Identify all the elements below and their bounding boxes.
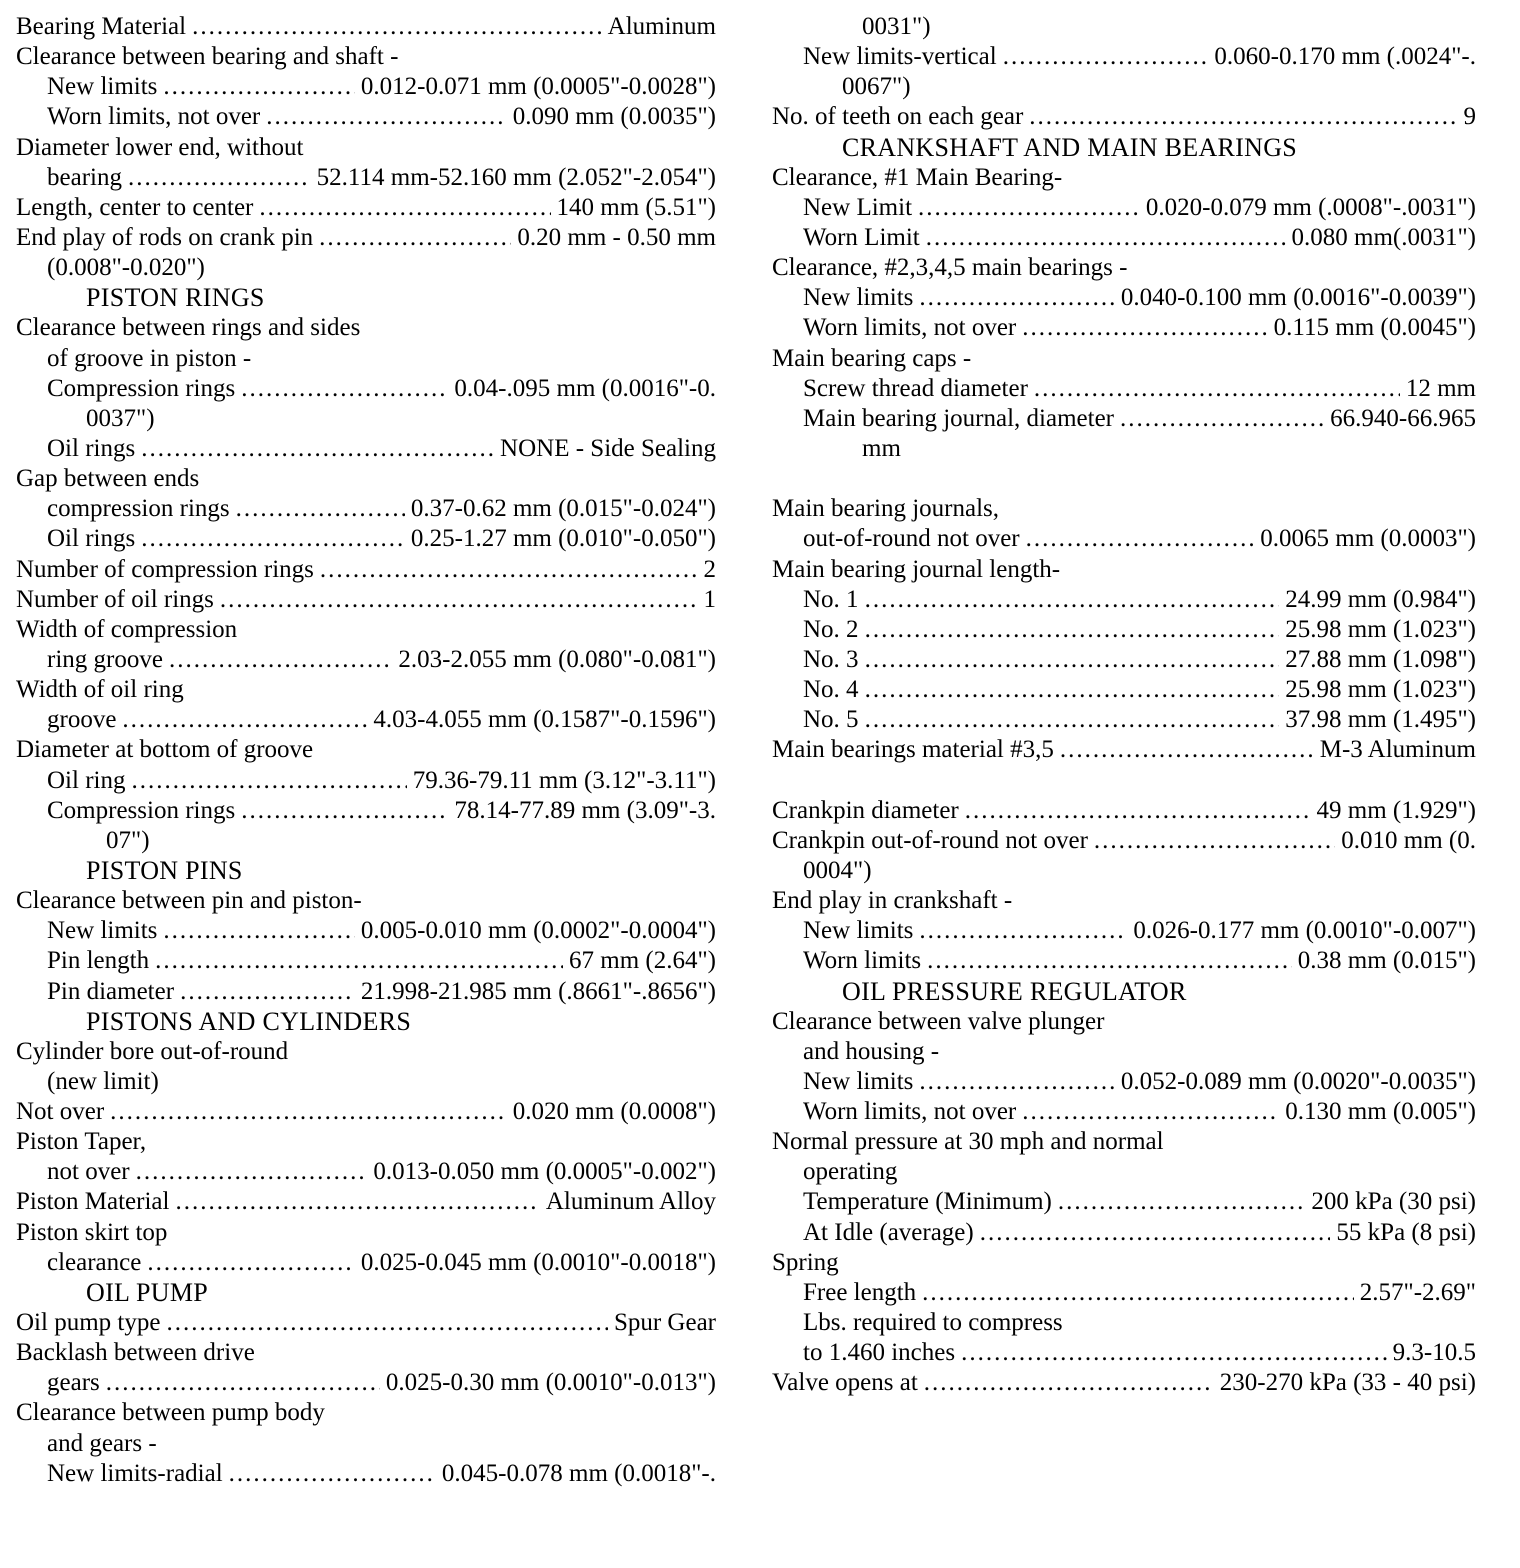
leader-dots: [922, 1278, 1354, 1308]
section-heading-piston-pins: [16, 856, 716, 886]
leader-dots: [865, 675, 1280, 705]
leader-dots: [1003, 42, 1209, 72]
spec-label: Pin diameter: [47, 977, 175, 1005]
spec-value: 52.114 mm-52.160 mm (2.052"-2.054"): [316, 163, 716, 191]
leader-dots: [927, 946, 1292, 976]
spec-text-line: [16, 1127, 716, 1157]
spec-label: Free length: [803, 1278, 917, 1306]
spec-value: 0.052-0.089 mm (0.0020"-0.0035"): [1120, 1067, 1476, 1095]
spec-text-line: [16, 1398, 716, 1428]
section-heading-text: OIL PRESSURE REGULATOR: [842, 976, 1187, 1006]
spec-text-line: [16, 42, 716, 72]
spec-label: Crankpin diameter: [772, 796, 959, 824]
leader-dots: [220, 585, 698, 615]
spec-row-worn-limits: [772, 946, 1476, 976]
spec-label: Pin length: [47, 947, 150, 975]
spec-text-line: [16, 253, 716, 283]
spec-label: clearance: [47, 1248, 142, 1276]
spec-value: 9: [1463, 103, 1476, 131]
spec-value: 78.14-77.89 mm (3.09"-3.: [454, 796, 716, 824]
spec-row-not-over: [16, 1157, 716, 1187]
leader-dots: [980, 1218, 1331, 1248]
leader-dots: [1026, 524, 1255, 554]
spec-label: End play of rods on crank pin: [16, 223, 314, 251]
spec-label: bearing: [47, 163, 122, 191]
spec-value: 25.98 mm (1.023"): [1285, 615, 1476, 643]
leader-dots: [155, 946, 563, 976]
spec-row-main-bearings-material-3-5: [772, 735, 1476, 765]
spec-row-compression-rings: [16, 796, 716, 826]
spec-value: 1: [703, 585, 716, 613]
leader-dots: [919, 916, 1127, 946]
spec-text-line: [772, 72, 1476, 102]
spec-text: Main bearing journal length-: [772, 555, 1061, 583]
spec-row-ring-groove: [16, 645, 716, 675]
spec-row-oil-pump-type: [16, 1308, 716, 1338]
spec-row-worn-limits-not-over: [16, 102, 716, 132]
spec-text: Clearance between pin and piston-: [16, 887, 362, 915]
spec-value: 0.020 mm (0.0008"): [512, 1098, 716, 1126]
spec-row-new-limits: [16, 72, 716, 102]
spec-text-line: [16, 826, 716, 856]
spec-label: Worn limits, not over: [803, 314, 1017, 342]
spec-text: Main bearing caps -: [772, 344, 972, 372]
spec-text: Clearance between pump body: [16, 1399, 325, 1427]
spec-text: End play in crankshaft -: [772, 887, 1013, 915]
spec-label: Screw thread diameter: [803, 374, 1028, 402]
spec-text: Diameter at bottom of groove: [16, 736, 314, 764]
section-heading-text: PISTONS AND CYLINDERS: [86, 1006, 412, 1036]
spec-row-oil-rings: [16, 434, 716, 464]
spec-row-no-1: [772, 585, 1476, 615]
spec-row-length-center-to-center: [16, 193, 716, 223]
spec-row-number-of-oil-rings: [16, 585, 716, 615]
section-heading-oil-pressure-regulator: [772, 977, 1476, 1007]
spec-text: Normal pressure at 30 mph and normal: [772, 1128, 1164, 1156]
section-heading-oil-pump: [16, 1278, 716, 1308]
spec-label: No. 4: [803, 676, 859, 704]
spec-row-worn-limit: [772, 223, 1476, 253]
spec-label: Worn Limit: [803, 223, 920, 251]
leader-dots: [141, 524, 405, 554]
spec-value: M-3 Aluminum: [1319, 736, 1476, 764]
spec-value: 0.025-0.045 mm (0.0010"-0.0018"): [360, 1248, 716, 1276]
spec-value: 0.37-0.62 mm (0.015"-0.024"): [410, 495, 716, 523]
spec-row-screw-thread-diameter: [772, 374, 1476, 404]
blank-line: [772, 464, 1476, 494]
spec-text-line: [16, 1429, 716, 1459]
spec-value: 0.005-0.010 mm (0.0002"-0.0004"): [360, 917, 716, 945]
spec-label: groove: [47, 706, 117, 734]
spec-value: 25.98 mm (1.023"): [1285, 676, 1476, 704]
spec-text: 0004"): [803, 856, 872, 884]
leader-dots: [924, 1368, 1214, 1398]
spec-value: Spur Gear: [613, 1309, 716, 1337]
spec-text-line: [772, 1127, 1476, 1157]
section-heading-text: PISTON RINGS: [86, 283, 265, 313]
spec-value: 2: [703, 555, 716, 583]
spec-row-new-limits: [772, 1067, 1476, 1097]
spec-text-line: [16, 1218, 716, 1248]
spec-row-bearing-material: [16, 12, 716, 42]
spec-label: New limits: [803, 284, 914, 312]
spec-label: Bearing Material: [16, 13, 187, 40]
spec-row-no-4: [772, 675, 1476, 705]
spec-label: New Limit: [803, 193, 913, 221]
leader-dots: [961, 1338, 1387, 1368]
spec-label: compression rings: [47, 495, 230, 523]
leader-dots: [1120, 404, 1324, 434]
leader-dots: [918, 193, 1140, 223]
leader-dots: [141, 434, 494, 464]
spec-row-worn-limits-not-over: [772, 313, 1476, 343]
spec-label: New limits: [803, 917, 914, 945]
spec-label: Length, center to center: [16, 193, 254, 221]
spec-value: 55 kPa (8 psi): [1336, 1218, 1476, 1246]
spec-row-main-bearing-journal-diameter: [772, 404, 1476, 434]
spec-text: (new limit): [47, 1067, 159, 1095]
section-heading-text: OIL PUMP: [86, 1277, 209, 1307]
spec-row-no-2: [772, 615, 1476, 645]
leader-dots: [136, 1157, 368, 1187]
spec-label: ring groove: [47, 645, 163, 673]
spec-value: 0.012-0.071 mm (0.0005"-0.0028"): [360, 73, 716, 101]
spec-label: No. 1: [803, 585, 859, 613]
spec-row-free-length: [772, 1278, 1476, 1308]
spec-text: Clearance between bearing and shaft -: [16, 43, 399, 71]
leader-dots: [175, 1187, 539, 1217]
leader-dots: [865, 585, 1280, 615]
spec-value: 27.88 mm (1.098"): [1285, 645, 1476, 673]
spec-row-compression-rings: [16, 494, 716, 524]
spec-value: 0.0065 mm (0.0003"): [1260, 525, 1476, 553]
spec-label: New limits: [47, 73, 158, 101]
spec-row-crankpin-diameter: [772, 796, 1476, 826]
spec-row-gears: [16, 1368, 716, 1398]
spec-label: Worn limits, not over: [803, 1098, 1017, 1126]
spec-text-line: [16, 1037, 716, 1067]
spec-text: Piston skirt top: [16, 1218, 168, 1246]
leader-dots: [1034, 374, 1400, 404]
spec-text-line: [16, 1067, 716, 1097]
spec-value: 0.20 mm - 0.50 mm: [517, 223, 716, 251]
spec-value: 66.940-66.965: [1330, 404, 1476, 432]
spec-row-temperature-minimum: [772, 1187, 1476, 1217]
spec-label: New limits: [803, 1067, 914, 1095]
spec-label: Compression rings: [47, 374, 236, 402]
leader-dots: [180, 977, 355, 1007]
spec-value: NONE - Side Sealing: [500, 434, 716, 462]
leader-dots: [319, 223, 511, 253]
leader-dots: [865, 615, 1280, 645]
spec-label: No. of teeth on each gear: [772, 103, 1024, 131]
leader-dots: [128, 163, 311, 193]
leader-dots: [169, 645, 392, 675]
spec-value: 0.25-1.27 mm (0.010"-0.050"): [410, 525, 716, 553]
section-heading-crankshaft-and-main-bearings: [772, 133, 1476, 163]
spec-value: 0.045-0.078 mm (0.0018"-.: [441, 1459, 716, 1487]
spec-value: 0.115 mm (0.0045"): [1273, 314, 1476, 342]
leader-dots: [166, 1308, 608, 1338]
spec-text: of groove in piston -: [47, 344, 252, 372]
spec-text-line: [16, 133, 716, 163]
leader-dots: [865, 705, 1280, 735]
spec-text-line: [16, 344, 716, 374]
spec-row-no-5: [772, 705, 1476, 735]
spec-text: 07"): [106, 826, 150, 854]
spec-text-line: [16, 615, 716, 645]
leader-dots: [131, 766, 406, 796]
spec-value: 0.060-0.170 mm (.0024"-.: [1214, 43, 1476, 71]
spec-label: Main bearings material #3,5: [772, 736, 1054, 764]
spec-row-new-limits: [16, 916, 716, 946]
spec-text: mm: [862, 434, 901, 462]
section-heading-text: PISTON PINS: [86, 855, 243, 885]
spec-value: 230-270 kPa (33 - 40 psi): [1219, 1369, 1476, 1397]
leader-dots: [1029, 102, 1457, 132]
leader-dots: [241, 796, 448, 826]
leader-dots: [926, 223, 1286, 253]
spec-value: Aluminum Alloy: [545, 1188, 716, 1216]
spec-row-not-over: [16, 1097, 716, 1127]
spec-label: to 1.460 inches: [803, 1339, 956, 1367]
spec-value: 200 kPa (30 psi): [1311, 1188, 1476, 1216]
spec-value: 12 mm: [1405, 374, 1476, 402]
spec-text-line: [772, 344, 1476, 374]
spec-text: Backlash between drive: [16, 1339, 255, 1367]
spec-row-end-play-of-rods-on-crank-pin: [16, 223, 716, 253]
spec-label: out-of-round not over: [803, 525, 1020, 553]
spec-value: 0.025-0.30 mm (0.0010"-0.013"): [385, 1369, 716, 1397]
spec-text: Width of compression: [16, 615, 238, 643]
spec-label: Main bearing journal, diameter: [803, 404, 1114, 432]
spec-text-line: [772, 1308, 1476, 1338]
spec-row-new-limits-vertical: [772, 42, 1476, 72]
spec-row-new-limit: [772, 193, 1476, 223]
spec-row-new-limits: [772, 283, 1476, 313]
leader-dots: [320, 555, 698, 585]
spec-text: Gap between ends: [16, 465, 200, 493]
spec-label: New limits-vertical: [803, 43, 997, 71]
spec-text: 0067"): [842, 73, 911, 101]
spec-row-at-idle-average: [772, 1218, 1476, 1248]
spec-text-line: [16, 464, 716, 494]
spec-text: Lbs. required to compress: [803, 1309, 1063, 1337]
spec-value: 9.3-10.5: [1392, 1339, 1476, 1367]
leader-dots: [1060, 735, 1314, 765]
spec-label: Number of compression rings: [16, 555, 314, 583]
spec-text: Spring: [772, 1248, 839, 1276]
spec-row-clearance: [16, 1248, 716, 1278]
leader-dots: [1022, 1097, 1279, 1127]
spec-text: Main bearing journals,: [772, 495, 1000, 523]
spec-text-line: [772, 12, 1476, 42]
spec-label: Number of oil rings: [16, 585, 214, 613]
spec-label: Valve opens at: [772, 1369, 918, 1397]
spec-text: Diameter lower end, without: [16, 133, 304, 161]
spec-value: 0.013-0.050 mm (0.0005"-0.002"): [373, 1158, 716, 1186]
spec-value: 0.04-.095 mm (0.0016"-0.: [454, 374, 716, 402]
spec-text-line: [16, 313, 716, 343]
leader-dots: [192, 12, 602, 42]
spec-label: Piston Material: [16, 1188, 170, 1216]
section-heading-text: CRANKSHAFT AND MAIN BEARINGS: [842, 132, 1298, 162]
spec-label: gears: [47, 1369, 100, 1397]
spec-row-piston-material: [16, 1187, 716, 1217]
spec-text-line: [772, 253, 1476, 283]
leader-dots: [163, 72, 354, 102]
spec-text-line: [16, 1338, 716, 1368]
spec-value: 0.38 mm (0.015"): [1297, 947, 1476, 975]
spec-label: New limits-radial: [47, 1459, 223, 1487]
spec-row-number-of-compression-rings: [16, 555, 716, 585]
spec-text: Cylinder bore out-of-round: [16, 1037, 289, 1065]
spec-label: Not over: [16, 1098, 105, 1126]
section-heading-pistons-and-cylinders: [16, 1007, 716, 1037]
spec-label: At Idle (average): [803, 1218, 974, 1246]
spec-label: Oil ring: [47, 766, 126, 794]
leader-dots: [1022, 313, 1267, 343]
spec-text: and housing -: [803, 1037, 940, 1065]
spec-text: operating: [803, 1158, 898, 1186]
spec-text-line: [772, 1037, 1476, 1067]
leader-dots: [1094, 826, 1335, 856]
spec-text-line: [16, 886, 716, 916]
spec-row-new-limits: [772, 916, 1476, 946]
spec-row-to-1-460-inches: [772, 1338, 1476, 1368]
leader-dots: [266, 102, 507, 132]
spec-text: Clearance, #2,3,4,5 main bearings -: [772, 254, 1128, 282]
spec-label: Oil pump type: [16, 1309, 161, 1337]
spec-value: 0.020-0.079 mm (.0008"-.0031"): [1145, 193, 1476, 221]
spec-text: Piston Taper,: [16, 1128, 147, 1156]
spec-label: No. 5: [803, 706, 859, 734]
leader-dots: [236, 494, 405, 524]
leader-dots: [259, 193, 550, 223]
section-heading-piston-rings: [16, 283, 716, 313]
spec-label: Temperature (Minimum): [803, 1188, 1052, 1216]
spec-label: No. 2: [803, 615, 859, 643]
spec-value: Aluminum: [607, 13, 716, 40]
spec-row-no-of-teeth-on-each-gear: [772, 102, 1476, 132]
leader-dots: [163, 916, 354, 946]
leader-dots: [919, 283, 1114, 313]
spec-value: 0.026-0.177 mm (0.0010"-0.007"): [1133, 917, 1476, 945]
spec-label: Crankpin out-of-round not over: [772, 826, 1088, 854]
spec-text-line: [772, 886, 1476, 916]
leader-dots: [106, 1368, 380, 1398]
spec-value: 0.010 mm (0.: [1341, 826, 1476, 854]
leader-dots: [229, 1459, 436, 1489]
spec-row-pin-length: [16, 946, 716, 976]
spec-text-line: [772, 856, 1476, 886]
spec-text: and gears -: [47, 1429, 157, 1457]
spec-value: 24.99 mm (0.984"): [1285, 585, 1476, 613]
spec-row-valve-opens-at: [772, 1368, 1476, 1398]
spec-label: New limits: [47, 917, 158, 945]
spec-label: Worn limits, not over: [47, 103, 261, 131]
spec-text-line: [772, 555, 1476, 585]
spec-row-bearing: [16, 163, 716, 193]
spec-row-pin-diameter: [16, 977, 716, 1007]
spec-text-line: [772, 1248, 1476, 1278]
spec-text: Clearance, #1 Main Bearing-: [772, 163, 1063, 191]
spec-value: 37.98 mm (1.495"): [1285, 706, 1476, 734]
spec-value: 0.090 mm (0.0035"): [512, 103, 716, 131]
spec-value: 4.03-4.055 mm (0.1587"-0.1596"): [373, 706, 716, 734]
spec-value: 2.57"-2.69": [1359, 1278, 1476, 1306]
leader-dots: [1058, 1187, 1306, 1217]
spec-label: Worn limits: [803, 947, 922, 975]
spec-value: 0.040-0.100 mm (0.0016"-0.0039"): [1120, 284, 1476, 312]
spec-text-line: [16, 675, 716, 705]
spec-label: Oil rings: [47, 434, 136, 462]
spec-value: 79.36-79.11 mm (3.12"-3.11"): [412, 766, 716, 794]
leader-dots: [147, 1248, 355, 1278]
spec-value: 0.080 mm(.0031"): [1291, 223, 1476, 251]
leader-dots: [241, 374, 448, 404]
leader-dots: [110, 1097, 507, 1127]
leader-dots: [122, 705, 367, 735]
spec-value: 0.130 mm (0.005"): [1285, 1098, 1476, 1126]
spec-row-no-3: [772, 645, 1476, 675]
spec-label: Compression rings: [47, 796, 236, 824]
spec-value: 67 mm (2.64"): [569, 947, 716, 975]
spec-value: 21.998-21.985 mm (.8661"-.8656"): [360, 977, 716, 1005]
spec-value: 49 mm (1.929"): [1316, 796, 1476, 824]
spec-text-line: [772, 494, 1476, 524]
spec-label: not over: [47, 1158, 130, 1186]
spec-text: (0.008"-0.020"): [47, 254, 205, 282]
spec-label: No. 3: [803, 645, 859, 673]
spec-row-oil-ring: [16, 766, 716, 796]
leader-dots: [865, 645, 1280, 675]
spec-text: 0031"): [862, 13, 931, 40]
leader-dots: [965, 796, 1311, 826]
right-column: [772, 12, 1476, 1398]
spec-text-line: [16, 404, 716, 434]
spec-row-groove: [16, 705, 716, 735]
spec-text-line: [772, 434, 1476, 464]
spec-label: Oil rings: [47, 525, 136, 553]
spec-row-worn-limits-not-over: [772, 1097, 1476, 1127]
spec-text: Clearance between rings and sides: [16, 314, 361, 342]
spec-text-line: [772, 1007, 1476, 1037]
spec-text: Width of oil ring: [16, 676, 184, 704]
spec-text: 0037"): [86, 404, 155, 432]
spec-row-oil-rings: [16, 524, 716, 554]
spec-value: 2.03-2.055 mm (0.080"-0.081"): [398, 645, 716, 673]
spec-text-line: [16, 735, 716, 765]
spec-text-line: [772, 163, 1476, 193]
spec-text-line: [772, 1157, 1476, 1187]
leader-dots: [919, 1067, 1114, 1097]
spec-row-crankpin-out-of-round-not-over: [772, 826, 1476, 856]
left-column: [16, 12, 716, 1489]
spec-row-new-limits-radial: [16, 1459, 716, 1489]
spec-value: 140 mm (5.51"): [556, 193, 716, 221]
spec-row-out-of-round-not-over: [772, 524, 1476, 554]
spec-row-compression-rings: [16, 374, 716, 404]
blank-line: [772, 766, 1476, 796]
spec-text: Clearance between valve plunger: [772, 1007, 1105, 1035]
